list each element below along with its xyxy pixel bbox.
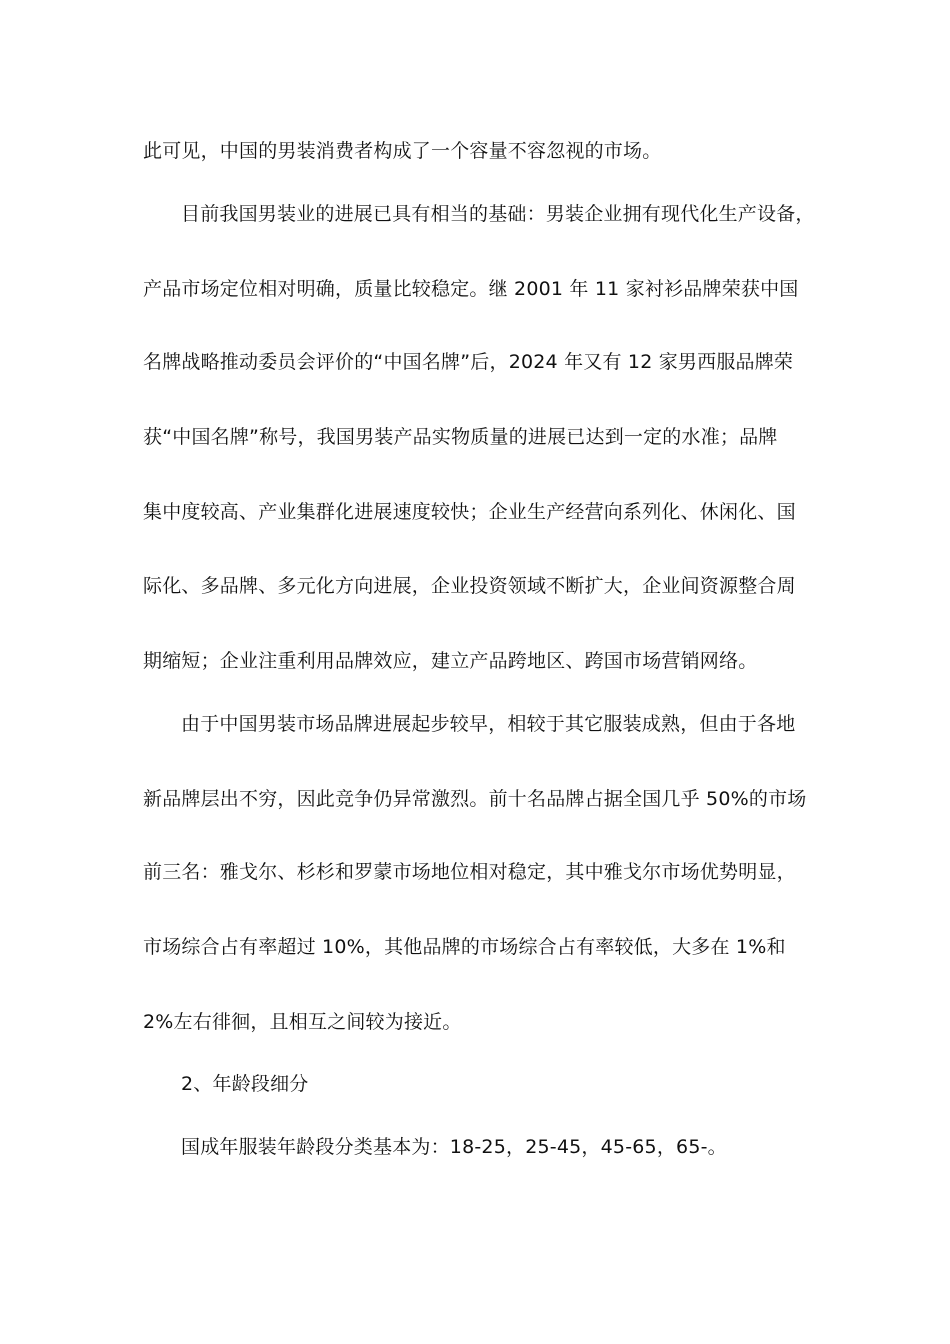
paragraph-line-3: 产品市场定位相对明确，质量比较稳定。继 2001 年 11 家衬衫品牌荣获中国: [143, 278, 799, 300]
paragraph-line-6: 集中度较高、产业集群化进展速度较快；企业生产经营向系列化、休闲化、国: [143, 501, 796, 523]
paragraph-line-15: 国成年服装年龄段分类基本为：18-25，25-45，45-65，65-。: [181, 1136, 727, 1158]
paragraph-line-13: 2%左右徘徊，且相互之间较为接近。: [143, 1011, 462, 1033]
section-heading: 2、年龄段细分: [181, 1073, 309, 1095]
paragraph-line-7: 际化、多品牌、多元化方向进展，企业投资领域不断扩大，企业间资源整合周: [143, 575, 796, 597]
paragraph-line-8: 期缩短；企业注重利用品牌效应，建立产品跨地区、跨国市场营销网络。: [143, 650, 758, 672]
paragraph-line-1: 此可见，中国的男装消费者构成了一个容量不容忽视的市场。: [143, 140, 662, 162]
paragraph-line-5: 获“中国名牌”称号，我国男装产品实物质量的进展已达到一定的水准；品牌: [143, 426, 778, 448]
paragraph-line-12: 市场综合占有率超过 10%，其他品牌的市场综合占有率较低，大多在 1%和: [143, 936, 786, 958]
paragraph-line-9: 由于中国男装市场品牌进展起步较早，相较于其它服装成熟，但由于各地: [181, 713, 796, 735]
paragraph-line-10: 新品牌层出不穷，因此竞争仍异常激烈。前十名品牌占据全国几乎 50%的市场: [143, 788, 807, 810]
paragraph-line-2: 目前我国男装业的进展已具有相当的基础：男装企业拥有现代化生产设备，: [181, 203, 815, 225]
paragraph-line-4: 名牌战略推动委员会评价的“中国名牌”后，2024 年又有 12 家男西服品牌荣: [143, 351, 794, 373]
paragraph-line-11: 前三名：雅戈尔、杉杉和罗蒙市场地位相对稳定，其中雅戈尔市场优势明显，: [143, 861, 796, 883]
